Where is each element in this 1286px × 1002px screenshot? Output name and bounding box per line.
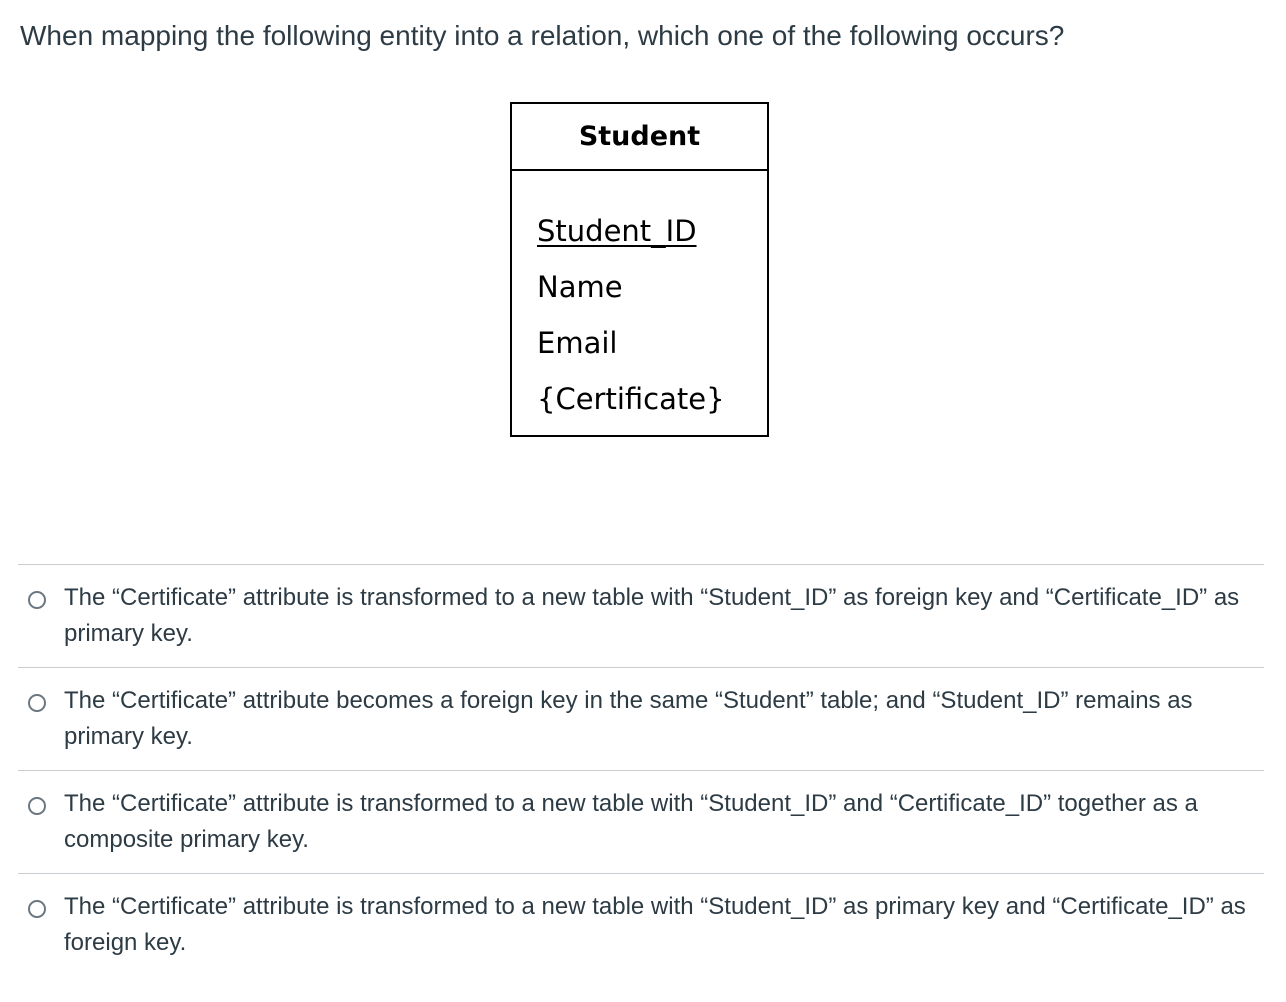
answer-list [18,564,1264,976]
entity-attribute: Name [537,270,623,304]
answer-option[interactable] [18,770,1264,873]
entity-name: Student [578,121,701,152]
answer-label[interactable]: The “Certificate” attribute becomes a foreign key in the same “Student” table; and “Student_ID” remains as primary key. [64,687,1193,750]
radio-button[interactable] [28,797,46,815]
question-text: When mapping the following entity into a relation, which one of the following occurs? [20,20,1065,51]
answer-label[interactable]: The “Certificate” attribute is transformed to a new table with “Student_ID” as primary key and “Certificate_ID” as foreign key. [64,893,1246,956]
answer-label[interactable]: The “Certificate” attribute is transformed to a new table with “Student_ID” and “Certificate_ID” together as a composite primary key. [64,790,1198,853]
entity-attribute-multivalued: {Certificate} [537,382,725,416]
radio-button[interactable] [28,694,46,712]
answer-option[interactable] [18,667,1264,770]
entity-header [512,104,767,171]
answer-option[interactable] [18,564,1264,667]
radio-button[interactable] [28,900,46,918]
answer-option[interactable] [18,873,1264,976]
entity-attribute-list [512,171,767,427]
answer-label[interactable]: The “Certificate” attribute is transformed to a new table with “Student_ID” as foreign key and “Certificate_ID” as primary key. [64,584,1240,647]
er-entity-diagram [510,102,769,437]
entity-attribute: Email [537,326,618,360]
radio-button[interactable] [28,591,46,609]
entity-attribute-primary-key: Student_ID [537,214,697,248]
